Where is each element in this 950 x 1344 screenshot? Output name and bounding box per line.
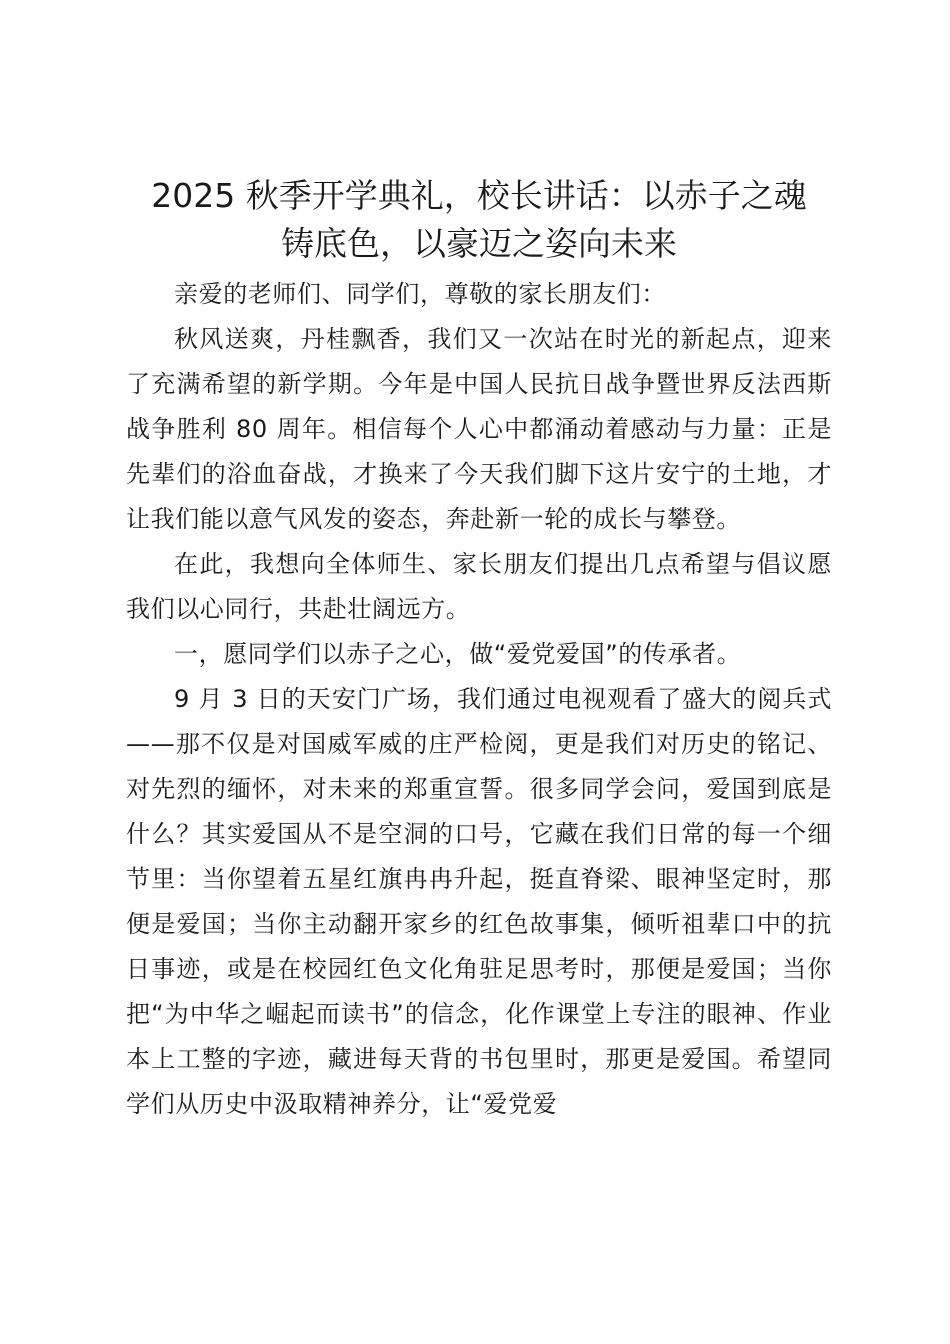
title-line-1: 2025 秋季开学典礼，校长讲话：以赤子之魂: [151, 176, 807, 215]
opening-paragraph: 秋风送爽，丹桂飘香，我们又一次站在时光的新起点，迎来了充满希望的新学期。今年是中国人民抗日战争暨世界反法西斯战争胜利 80 周年。相信每个人心中都涌动着感动与力量：正是先辈们的浴血奋战，才换来了今天我们脚下这片安宁的土地，才让我们能以意气风发的姿态，奔赴新一轮的成长与攀登。: [126, 325, 832, 533]
greeting-paragraph: 亲爱的老师们、同学们，尊敬的家长朋友们：: [174, 280, 666, 308]
document-page: [126, 172, 832, 1127]
body-paragraph: 9 月 3 日的天安门广场，我们通过电视观看了盛大的阅兵式——那不仅是对国威军威的庄严检阅，更是我们对历史的铭记、对先烈的缅怀，对未来的郑重宣誓。很多同学会问，爱国到底是什么？其实爱国从不是空洞的口号，它藏在我们日常的每一个细节里：当你望着五星红旗冉冉升起，挺直脊梁、眼神坚定时，那便是爱国；当你主动翻开家乡的红色故事集，倾听祖辈口中的抗日事迹，或是在校园红色文化角驻足思考时，那便是爱国；当你把“为中华之崛起而读书”的信念，化作课堂上专注的眼神、作业本上工整的字迹，藏进每天背的书包里时，那更是爱国。希望同学们从历史中汲取精神养分，让“爱党爱: [126, 685, 832, 1118]
title-line-2: 铸底色，以豪迈之姿向未来: [281, 224, 677, 263]
section-heading-1: 一，愿同学们以赤子之心，做“爱党爱国”的传承者。: [174, 640, 742, 668]
proposal-paragraph: 在此，我想向全体师生、家长朋友们提出几点希望与倡议愿我们以心同行，共赴壮阔远方。: [126, 550, 832, 623]
document-title: [126, 172, 832, 268]
